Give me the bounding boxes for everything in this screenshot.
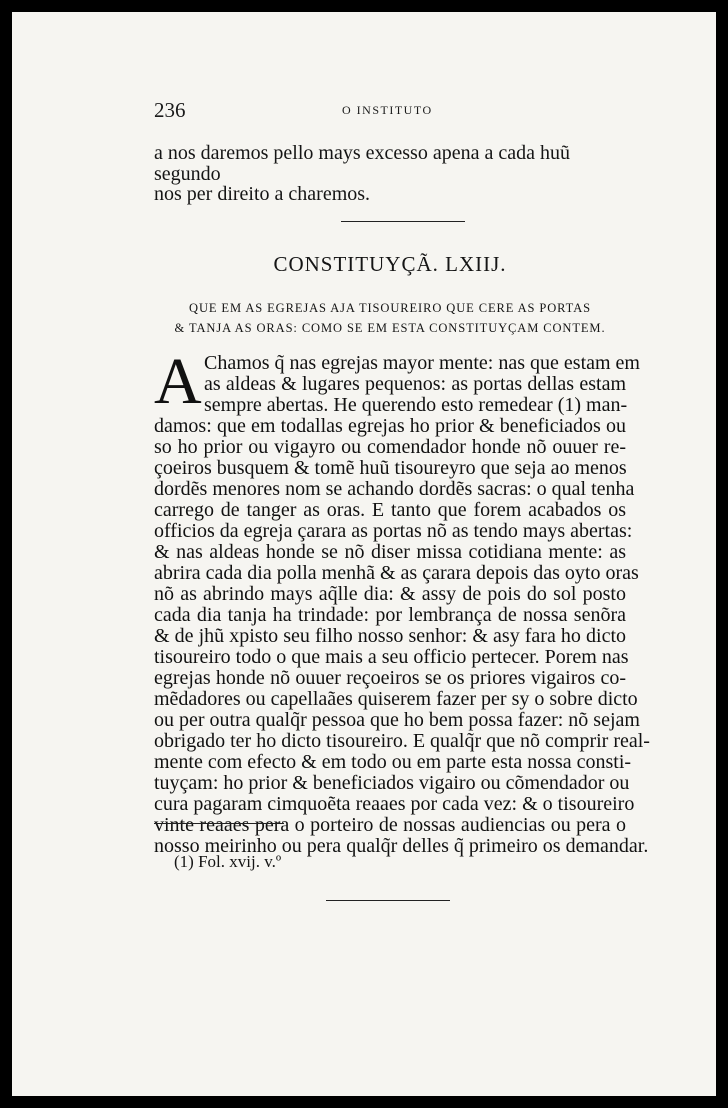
text-line: carrego de tanger as oras. E tanto que forem acabados os (154, 499, 626, 521)
text-line: dordẽs menores nom se achando dordẽs sacras: o qual tenha (154, 478, 635, 500)
carryover-line: a nos daremos pello mays excesso apena a cada huũ segundo (154, 142, 570, 185)
book-page (12, 12, 716, 1096)
text-line: mente com efecto & em todo ou em parte esta nossa consti- (154, 751, 632, 773)
text-line: tisoureiro todo o que mais a seu officio pertecer. Porem nas (154, 646, 629, 668)
text-line: vinte reaaes pera o porteiro de nossas audiencias ou pera o (154, 814, 626, 836)
text-line: so ho prior ou vigayro ou comendador honde nõ ouuer re- (154, 436, 626, 458)
text-line: cada dia tanja ha trindade: por lembrança de nossa senõra (154, 604, 626, 626)
section-divider (341, 221, 465, 222)
text-line: abrira cada dia polla menhã & as çarara depois das oyto oras (154, 562, 639, 584)
subtitle-line: QUE EM AS EGREJAS AJA TISOUREIRO QUE CERE AS PORTAS (189, 301, 591, 315)
text-line: sempre abertas. He querendo esto remedear (1) man- (204, 394, 628, 416)
text-line: cura pagaram cimquoẽta reaaes por cada vez: & o tisoureiro (154, 793, 635, 815)
text-line: mẽdadores ou capellaães quiserem fazer per sy o sobre dicto (154, 688, 638, 710)
footnote: (1) Fol. xvij. v.º (174, 852, 282, 871)
text-line: & de jhũ xpisto seu filho nosso senhor: & asy fara ho dicto (154, 625, 626, 647)
carryover-line: nos per direito a charemos. (154, 183, 371, 205)
footnote-divider (154, 823, 284, 824)
text-line: as aldeas & lugares pequenos: as portas dellas estam (204, 373, 626, 395)
text-line: damos: que em todallas egrejas ho prior & beneficiados ou (154, 415, 626, 437)
drop-cap: A (154, 345, 202, 418)
text-line: tuyçam: ho prior & beneficiados vigairo ou cõmendador ou (154, 772, 630, 794)
chapter-title: CONSTITUYÇÃ. LXIIJ. (273, 252, 507, 276)
carryover-paragraph (154, 143, 626, 205)
page-number: 236 (154, 98, 186, 122)
text-line: nõ as abrindo mays aq̃lle dia: & assy de pois do sol posto (154, 583, 626, 605)
text-line: & nas aldeas honde se nõ diser missa cotidiana mente: as (154, 541, 626, 563)
end-divider (326, 900, 450, 901)
subtitle-line: & TANJA AS ORAS: COMO SE EM ESTA CONSTITUYÇAM CONTEM. (174, 321, 606, 335)
text-line: egrejas honde nõ ouuer reçoeiros se os priores vigairos co- (154, 667, 626, 689)
text-line: çoeiros busquem & tomẽ huũ tisoureyro que seja ao menos (154, 457, 627, 479)
running-title: O INSTITUTO (342, 103, 433, 117)
text-line: Chamos q̃ nas egrejas mayor mente: nas que estam em (204, 352, 640, 374)
text-line: nosso meirinho ou pera qualq̃r delles q̃ primeiro os demandar. (154, 835, 649, 857)
text-line: officios da egreja çarara as portas nõ as tendo mays abertas: (154, 520, 633, 542)
text-line: obrigado ter ho dicto tisoureiro. E qualq̃r que nõ comprir real- (154, 730, 650, 752)
chapter-subtitle (154, 298, 626, 338)
text-line: ou per outra qualq̃r pessoa que ho bem possa fazer: nõ sejam (154, 709, 640, 731)
running-head (12, 98, 716, 122)
